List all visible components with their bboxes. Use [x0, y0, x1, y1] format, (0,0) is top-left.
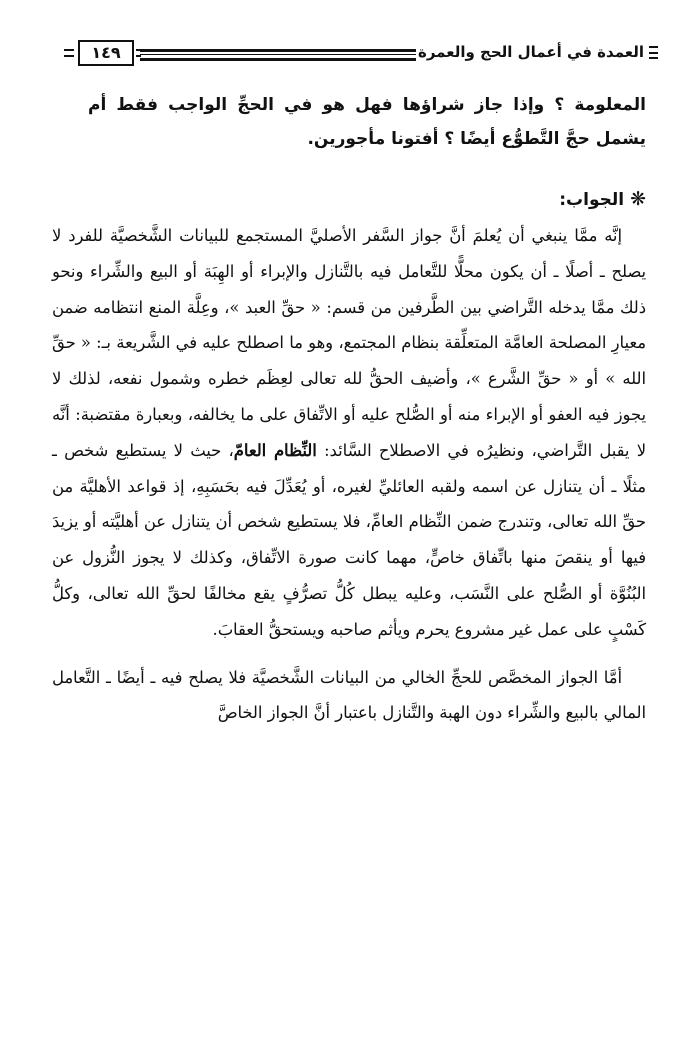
running-title — [418, 43, 658, 61]
page-number: ١٤٩ — [78, 40, 134, 66]
running-header — [62, 40, 658, 70]
answer-heading-text: الجواب: — [559, 190, 625, 210]
paragraph-1-rest: ، حيث لا يستطيع شخص ـ مثلًا ـ أن يتنازل عن اسمه ولقبه العائليِّ لغيره، أو يُعَدِّلَ فيه بحَسَبِهِ، إذ قواعد الأهليَّة من حقِّ الله تعالى، وتندرج ضمن النِّظام العامِّ، فلا يستطيع شخص أن يتنازل عن أهليَّته أو يزيدَ فيها أو ينقصَ منها باتِّفاق خاصٍّ، مهما كانت صورة الاتِّفاق، وكذلك لا يجوز النُّزول عن البُنُوَّة أو الصُّلح على النَّسَب، وعليه يبطل كُلُّ تصرُّفٍ يقع مخالفًا لحقِّ الله تعالى، وكلُّ كَسْبٍ على عمل غير مشروع يحرم ويأثم صاحبه ويستحقُّ العقابَ. — [52, 440, 646, 639]
paragraph-1-intro: إنَّه ممَّا ينبغي أن يُعلمَ أنَّ جواز السَّفر الأصليَّ المستجمع للبيانات الشَّخصيَّة للفرد لا يصلح ـ أصلًا ـ أن يكون محلًّا للتَّعامل فيه بالتَّنازل والإبراء أو الهِبَة أو البيع والشِّراء ونحو ذلك ممَّا يدخله التَّراضي بين الطَّرفين من قسم: « حقِّ العبد »، وعِلَّة المنع انتظامه ضمن معيارِ المصلحة العامَّة المتعلِّقة بنظام المجتمع، وهو ما اصطلح عليه في الشَّريعة بـ: « حقِّ الله » أو « حقِّ الشَّرع »، وأضيف الحقُّ لله تعالى لعِظَم خطره وشمول نفعه، لذلك لا يجوز فيه العفو أو الإبراء منه أو الصُّلح عليه أو الاتِّفاق على ما يخالفه، وبعبارة مقتضبة: أنَّه لا يقبل التَّراضي، ونظيرُه في الاصطلاح السَّائد: — [52, 226, 647, 460]
answer-paragraph-1 — [52, 218, 646, 648]
asterisk-icon: ❋ — [630, 188, 646, 210]
answer-paragraph-2: أمَّا الجواز المخصَّص للحجِّ الخالي من البيانات الشَّخصيَّة فلا يصلح فيه ـ أيضًا ـ التَّعامل المالي بالبيع والشِّراء دون الهبة والتَّنازل باعتبار أنَّ الجواز الخاصَّ — [52, 667, 646, 723]
key-term-public-order: النِّظام العامّ — [233, 440, 317, 460]
running-title-text: العمدة في أعمال الحج والعمرة — [418, 43, 644, 61]
header-ornament-icon — [649, 46, 658, 59]
question-paragraph: المعلومة ؟ وإذا جاز شراؤها فهل هو في الحجِّ الواجب فقط أم يشمل حجَّ التَّطوُّع أيضًا ؟ أفتونا مأجورين. — [88, 95, 646, 149]
answer-body — [52, 218, 646, 731]
header-rule — [140, 49, 416, 61]
answer-heading — [400, 186, 646, 213]
